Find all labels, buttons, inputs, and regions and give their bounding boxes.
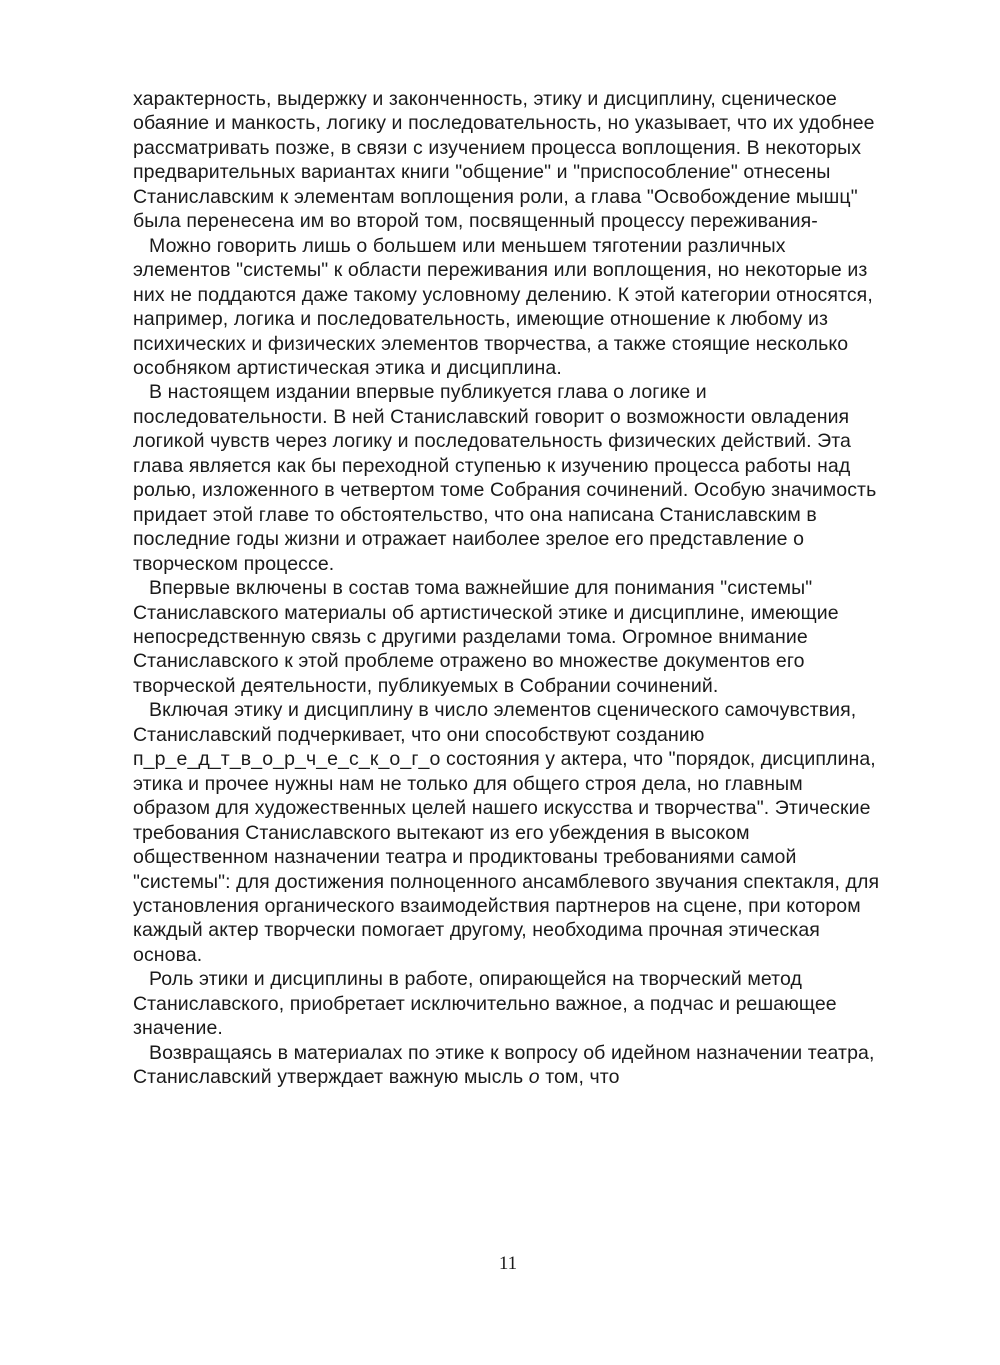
paragraph xyxy=(133,1041,883,1090)
paragraph xyxy=(133,698,883,967)
text-segment: о xyxy=(528,1066,540,1089)
paragraph xyxy=(133,380,883,576)
text-block xyxy=(133,87,883,1090)
text-segment: характерность, выдержку и законченность, этику и дисциплину, сценическое обаяние и манкость, логику и последовательность, но указывает, что их удобнее рассматривать позже, в связи с изучением процесса воплощения. В некоторых предварительных вариантах книги "общение" и "приспособление" отнесены Станиславским к элементам воплощения роли, а глава "Освобождение мышц" была перенесена им во второй том, посвященный процессу переживания- xyxy=(133,88,875,233)
paragraph xyxy=(133,576,883,698)
paragraph xyxy=(133,234,883,381)
page-number: 11 xyxy=(498,1253,518,1274)
text-segment: В настоящем издании впервые публикуется глава о логике и последовательности. В ней Станиславский говорит о возможности овладения логикой чувств через логику и последовательность физических действий. Эта глава является как бы переходной ступенью к изучению процесса работы над ролью, изложенного в четвертом томе Собрания сочинений. Особую значимость придает этой главе то обстоятельство, что она написана Станиславским в последние годы жизни и отражает наиболее зрелое его представление о творческом процессе. xyxy=(133,381,877,575)
text-segment: том, что xyxy=(539,1066,620,1089)
text-segment: Включая этику и дисциплину в число элементов сценического самочувствия, Станиславский подчеркивает, что они способствуют созданию п_р_е_д_т_в_о_р_ч_е_с_к_о_г_о состояния у актера, что "порядок, дисциплина, этика и прочее нужны нам не только для общего строя дела, но главным образом для художественных целей нашего искусства и творчества". Этические требования Станиславского вытекают из его убеждения в высоком общественном назначении театра и продиктованы требованиями самой "системы": для достижения полноценного ансамблевого звучания спектакля, для установления органического взаимодействия партнеров на сцене, при котором каждый актер творчески помогает другому, необходима прочная этическая основа. xyxy=(133,699,880,966)
paragraph xyxy=(133,87,883,234)
text-segment: Роль этики и дисциплины в работе, опирающейся на творческий метод Станиславского, приобретает исключительно важное, а подчас и решающее значение. xyxy=(133,968,837,1040)
text-segment: Можно говорить лишь о большем или меньшем тяготении различных элементов "системы" к области переживания или воплощения, но некоторые из них не поддаются даже такому условному делению. К этой категории относятся, например, логика и последовательность, имеющие отношение к любому из психических и физических элементов творчества, а также стоящие несколько особняком артистическая этика и дисциплина. xyxy=(133,234,873,379)
text-segment: Впервые включены в состав тома важнейшие для понимания "системы" Станиславского материалы об артистической этике и дисциплине, имеющие непосредственную связь с другими разделами тома. Огромное внимание Станиславского к этой проблеме отражено во множестве документов его творческой деятельности, публикуемых в Собрании сочинений. xyxy=(133,577,839,697)
text-segment: Возвращаясь в материалах по этике к вопросу об идейном назначении театра, Станиславский утверждает важную мысль xyxy=(133,1041,875,1089)
paragraph xyxy=(133,967,883,1040)
